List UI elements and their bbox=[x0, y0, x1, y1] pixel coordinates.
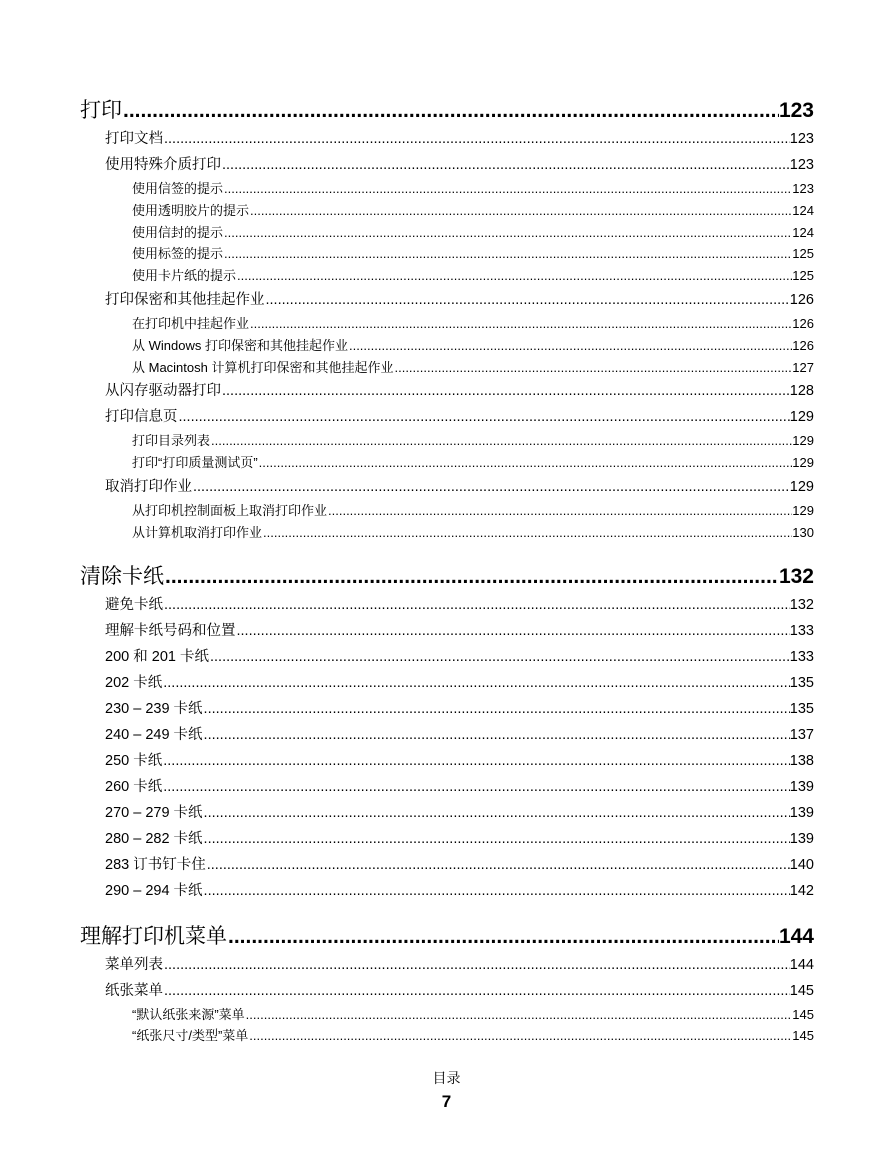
section-page-number: 144 bbox=[778, 924, 814, 948]
toc-section-heading[interactable] bbox=[80, 96, 814, 126]
entry-title: 290 – 294 卡纸 bbox=[105, 882, 203, 899]
toc-subentry[interactable] bbox=[80, 222, 814, 244]
toc-entry[interactable] bbox=[80, 378, 814, 404]
section-page-number: 132 bbox=[778, 564, 814, 588]
dot-leader bbox=[203, 722, 790, 748]
entry-page-number: 126 bbox=[792, 337, 814, 353]
section-page-number: 123 bbox=[778, 99, 814, 122]
dot-leader bbox=[236, 618, 790, 644]
dot-leader bbox=[245, 1004, 793, 1026]
toc-entry[interactable] bbox=[80, 592, 814, 618]
toc-entry[interactable] bbox=[80, 978, 814, 1004]
entry-page-number: 123 bbox=[789, 157, 814, 173]
toc-entry[interactable] bbox=[80, 126, 814, 152]
dot-leader bbox=[221, 378, 790, 404]
entry-page-number: 126 bbox=[789, 291, 814, 308]
entry-title: 240 – 249 卡纸 bbox=[105, 726, 203, 743]
entry-page-number: 125 bbox=[792, 268, 814, 284]
entry-title: 从 Macintosh 计算机打印保密和其他挂起作业 bbox=[132, 359, 394, 375]
entry-page-number: 142 bbox=[789, 882, 814, 899]
toc-subentry[interactable] bbox=[80, 357, 814, 379]
entry-title: 使用标签的提示 bbox=[132, 246, 224, 262]
entry-page-number: 123 bbox=[792, 181, 814, 196]
dot-leader bbox=[262, 522, 792, 544]
dot-leader bbox=[393, 357, 792, 379]
entry-page-number: 129 bbox=[792, 502, 814, 518]
entry-title: 打印保密和其他挂起作业 bbox=[105, 291, 265, 308]
entry-page-number: 133 bbox=[789, 622, 814, 639]
entry-page-number: 140 bbox=[789, 856, 814, 873]
entry-page-number: 129 bbox=[789, 409, 814, 426]
dot-leader bbox=[164, 562, 779, 592]
entry-title: 纸张菜单 bbox=[105, 982, 163, 999]
entry-page-number: 124 bbox=[792, 224, 814, 240]
dot-leader bbox=[209, 644, 790, 670]
entry-title: 打印“打印质量测试页” bbox=[132, 455, 258, 471]
entry-page-number: 126 bbox=[792, 315, 814, 331]
toc-subentry[interactable] bbox=[80, 430, 814, 452]
dot-leader bbox=[236, 265, 792, 287]
dot-leader bbox=[223, 178, 792, 200]
dot-leader bbox=[265, 287, 790, 313]
entry-title: 260 卡纸 bbox=[105, 778, 163, 795]
dot-leader bbox=[223, 222, 792, 244]
entry-title: 从闪存驱动器打印 bbox=[105, 383, 221, 400]
entry-page-number: 125 bbox=[792, 246, 814, 262]
toc-entry[interactable] bbox=[80, 800, 814, 826]
dot-leader bbox=[203, 800, 790, 826]
toc-subentry[interactable] bbox=[80, 452, 814, 474]
entry-title: 280 – 282 卡纸 bbox=[105, 830, 203, 847]
entry-title: 打印信息页 bbox=[105, 409, 178, 426]
entry-page-number: 135 bbox=[789, 700, 814, 717]
dot-leader bbox=[203, 878, 790, 904]
toc-subentry[interactable] bbox=[80, 200, 814, 222]
toc-entry[interactable] bbox=[80, 952, 814, 978]
entry-title: 200 和 201 卡纸 bbox=[105, 648, 209, 665]
entry-page-number: 145 bbox=[792, 1006, 814, 1022]
entry-title: 202 卡纸 bbox=[105, 674, 163, 691]
toc-entry[interactable] bbox=[80, 826, 814, 852]
entry-title: 230 – 239 卡纸 bbox=[105, 700, 203, 717]
entry-page-number: 129 bbox=[789, 478, 814, 495]
entry-title: 使用卡片纸的提示 bbox=[132, 268, 237, 284]
entry-title: “默认纸张来源”菜单 bbox=[132, 1006, 245, 1022]
toc-subentry[interactable] bbox=[80, 243, 814, 265]
footer-label: 目录 bbox=[432, 1070, 461, 1086]
entry-title: 从计算机取消打印作业 bbox=[132, 524, 263, 540]
dot-leader bbox=[203, 696, 790, 722]
dot-leader bbox=[258, 452, 793, 474]
entry-title: 避免卡纸 bbox=[105, 596, 163, 613]
entry-title: 取消打印作业 bbox=[105, 478, 192, 495]
entry-title: 理解卡纸号码和位置 bbox=[105, 622, 236, 639]
entry-page-number: 139 bbox=[789, 778, 814, 795]
entry-title: 使用信封的提示 bbox=[132, 224, 224, 240]
entry-title: 从打印机控制面板上取消打印作业 bbox=[132, 502, 328, 518]
dot-leader bbox=[163, 592, 790, 618]
dot-leader bbox=[163, 126, 790, 152]
entry-title: 使用透明胶片的提示 bbox=[132, 202, 250, 218]
toc-subentry[interactable] bbox=[80, 178, 814, 200]
table-of-contents bbox=[80, 96, 814, 1047]
dot-leader bbox=[348, 335, 792, 357]
entry-title: 270 – 279 卡纸 bbox=[105, 804, 203, 821]
entry-page-number: 139 bbox=[789, 830, 814, 847]
toc-entry[interactable] bbox=[80, 696, 814, 722]
entry-title: 打印文档 bbox=[105, 131, 163, 147]
entry-title: 从 Windows 打印保密和其他挂起作业 bbox=[132, 337, 348, 353]
toc-entry[interactable] bbox=[80, 722, 814, 748]
dot-leader bbox=[163, 978, 790, 1004]
entry-page-number: 138 bbox=[789, 752, 814, 769]
entry-page-number: 129 bbox=[792, 433, 814, 449]
dot-leader bbox=[162, 748, 790, 774]
entry-title: “纸张尺寸/类型”菜单 bbox=[132, 1028, 249, 1044]
entry-page-number: 139 bbox=[789, 804, 814, 821]
entry-title: 打印目录列表 bbox=[132, 433, 211, 449]
dot-leader bbox=[162, 670, 790, 696]
entry-title: 283 订书钉卡住 bbox=[105, 856, 206, 873]
toc-entry[interactable] bbox=[80, 644, 814, 670]
page-number: 7 bbox=[441, 1092, 452, 1111]
dot-leader bbox=[248, 1025, 792, 1047]
toc-entry[interactable] bbox=[80, 474, 814, 500]
toc-subentry[interactable] bbox=[80, 500, 814, 522]
toc-entry[interactable] bbox=[80, 852, 814, 878]
dot-leader bbox=[210, 430, 792, 452]
entry-page-number: 124 bbox=[792, 202, 814, 218]
entry-page-number: 127 bbox=[792, 359, 814, 375]
toc-section-heading[interactable] bbox=[80, 922, 814, 952]
dot-leader bbox=[192, 474, 790, 500]
entry-page-number: 130 bbox=[792, 524, 814, 540]
entry-page-number: 128 bbox=[789, 383, 814, 400]
toc-subentry[interactable] bbox=[80, 522, 814, 544]
dot-leader bbox=[227, 922, 779, 952]
dot-leader bbox=[162, 774, 790, 800]
dot-leader bbox=[249, 313, 792, 335]
dot-leader bbox=[206, 852, 790, 878]
entry-page-number: 123 bbox=[789, 131, 814, 147]
entry-title: 使用信签的提示 bbox=[132, 181, 224, 196]
toc-entry[interactable] bbox=[80, 878, 814, 904]
dot-leader bbox=[178, 404, 790, 430]
toc-entry[interactable] bbox=[80, 748, 814, 774]
dot-leader bbox=[163, 952, 790, 978]
entry-title: 使用特殊介质打印 bbox=[105, 157, 221, 173]
toc-subentry[interactable] bbox=[80, 1025, 814, 1047]
entry-title: 250 卡纸 bbox=[105, 752, 163, 769]
toc-section-heading[interactable] bbox=[80, 562, 814, 592]
toc-subentry[interactable] bbox=[80, 265, 814, 287]
toc-entry[interactable] bbox=[80, 152, 814, 178]
dot-leader bbox=[122, 96, 779, 126]
toc-entry[interactable] bbox=[80, 618, 814, 644]
toc-subentry[interactable] bbox=[80, 335, 814, 357]
entry-page-number: 144 bbox=[789, 956, 814, 973]
toc-subentry[interactable] bbox=[80, 313, 814, 335]
entry-page-number: 145 bbox=[789, 982, 814, 999]
dot-leader bbox=[221, 152, 790, 178]
section-title: 清除卡纸 bbox=[80, 564, 164, 588]
entry-page-number: 135 bbox=[789, 674, 814, 691]
entry-page-number: 132 bbox=[789, 596, 814, 613]
entry-page-number: 137 bbox=[789, 726, 814, 743]
dot-leader bbox=[203, 826, 790, 852]
toc-entry[interactable] bbox=[80, 670, 814, 696]
dot-leader bbox=[327, 500, 792, 522]
entry-page-number: 145 bbox=[792, 1028, 814, 1044]
toc-entry[interactable] bbox=[80, 404, 814, 430]
entry-title: 菜单列表 bbox=[105, 956, 163, 973]
toc-entry[interactable] bbox=[80, 287, 814, 313]
entry-page-number: 129 bbox=[792, 455, 814, 471]
toc-subentry[interactable] bbox=[80, 1004, 814, 1026]
dot-leader bbox=[249, 200, 792, 222]
entry-title: 在打印机中挂起作业 bbox=[132, 315, 250, 331]
dot-leader bbox=[223, 243, 792, 265]
toc-entry[interactable] bbox=[80, 774, 814, 800]
entry-page-number: 133 bbox=[789, 648, 814, 665]
section-title: 理解打印机菜单 bbox=[80, 924, 227, 948]
section-title: 打印 bbox=[80, 99, 122, 122]
